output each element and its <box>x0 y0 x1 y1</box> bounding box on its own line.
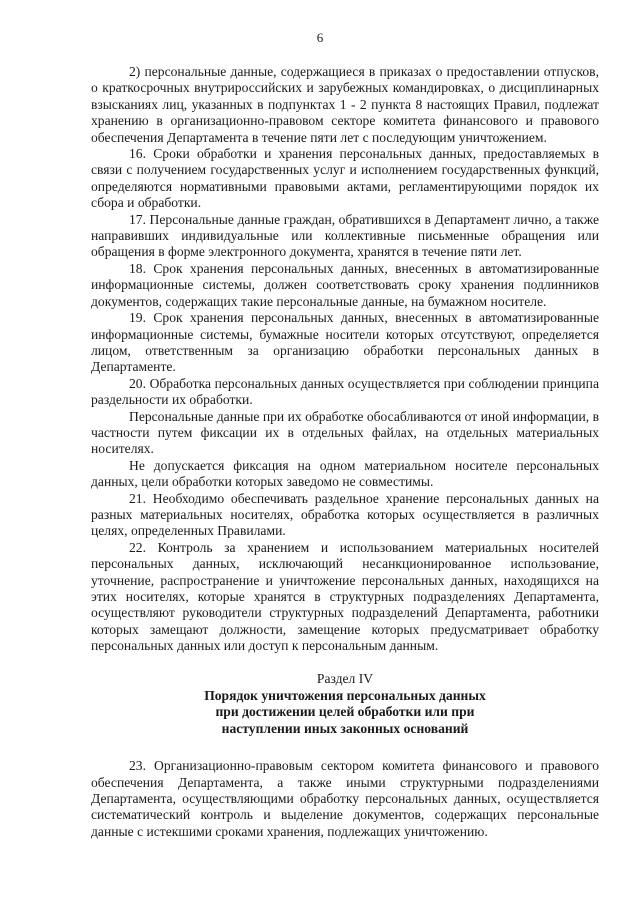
section-heading: Раздел IV <box>316 670 374 686</box>
page-number: 6 <box>316 30 324 45</box>
section-title-line-1: Порядок уничтожения персональных данных <box>204 688 486 704</box>
paragraph-20-separation: Персональные данные при их обработке обосабливаются от иной информации, в частности путем фиксации их в отдельных файлах, на отдельных материальных носителях. <box>91 408 599 457</box>
paragraph-20: 20. Обработка персональных данных осуществляется при соблюдении принципа раздельности их обработки. <box>91 375 599 408</box>
paragraph-22: 22. Контроль за хранением и использованием материальных носителей персональных данных, исключающий несанкционированное использование, уточнение, распространение и уничтожение персональных данных, находящихся на этих носителях, которые хранятся в структурных подразделениях Департамента, осуществляют руководители структурных подразделений Департамента, работники которых замещают должности, замещение которых предусматривает обработку персональных данных или доступ к персональным данным. <box>91 539 599 654</box>
section-title-line-2: при достижении целей обработки или при <box>215 704 475 720</box>
paragraph-23: 23. Организационно-правовым сектором комитета финансового и правового обеспечения Департамента, а также иными структурными подразделениями Департамента, осуществляющими обработку персональных данных, осуществляется систематический контроль и выделение документов, содержащих персональные данные с истекшими сроками хранения, подлежащих уничтожению. <box>91 758 599 839</box>
paragraph-21: 21. Необходимо обеспечивать раздельное хранение персональных данных на разных материальных носителях, обработка которых осуществляется в различных целях, определенных Правилами. <box>91 490 599 539</box>
paragraph-16: 16. Сроки обработки и хранения персональных данных, предоставляемых в связи с получением государственных услуг и исполнением государственных функций, определяются нормативными правовыми актами, регламентирующими порядок их сбора и обработки. <box>91 146 599 211</box>
section-title <box>91 688 599 737</box>
section-title-line-3: наступлении иных законных оснований <box>221 720 469 736</box>
paragraph-19: 19. Срок хранения персональных данных, внесенных в автоматизированные информационные системы, бумажные носители которых отсутствуют, определяется лицом, ответственным за организацию обработки персональных данных в Департаменте. <box>91 310 599 375</box>
paragraph-item-2: 2) персональные данные, содержащиеся в приказах о предоставлении отпусков, о краткосрочных внутрироссийских и зарубежных командировках, о дисциплинарных взысканиях лиц, указанных в подпунктах 1 - 2 пункта 8 настоящих Правил, подлежат хранению в организационно-правовом секторе комитета финансового и правового обеспечения Департамента в течение пяти лет с последующим уничтожением. <box>91 64 599 145</box>
document-body <box>91 64 599 840</box>
paragraph-17: 17. Персональные данные граждан, обратившихся в Департамент лично, а также направивших индивидуальные или коллективные письменные обращения или обращения в форме электронного документа, хранятся в течение пяти лет. <box>91 211 599 260</box>
section-spacer <box>91 737 599 758</box>
paragraph-18: 18. Срок хранения персональных данных, внесенных в автоматизированные информационные системы, должен соответствовать сроку хранения подлинников документов, содержащих такие персональные данные, на бумажном носителе. <box>91 260 599 309</box>
paragraph-20-prohibition: Не допускается фиксация на одном материальном носителе персональных данных, цели обработки которых заведомо не совместимы. <box>91 457 599 490</box>
